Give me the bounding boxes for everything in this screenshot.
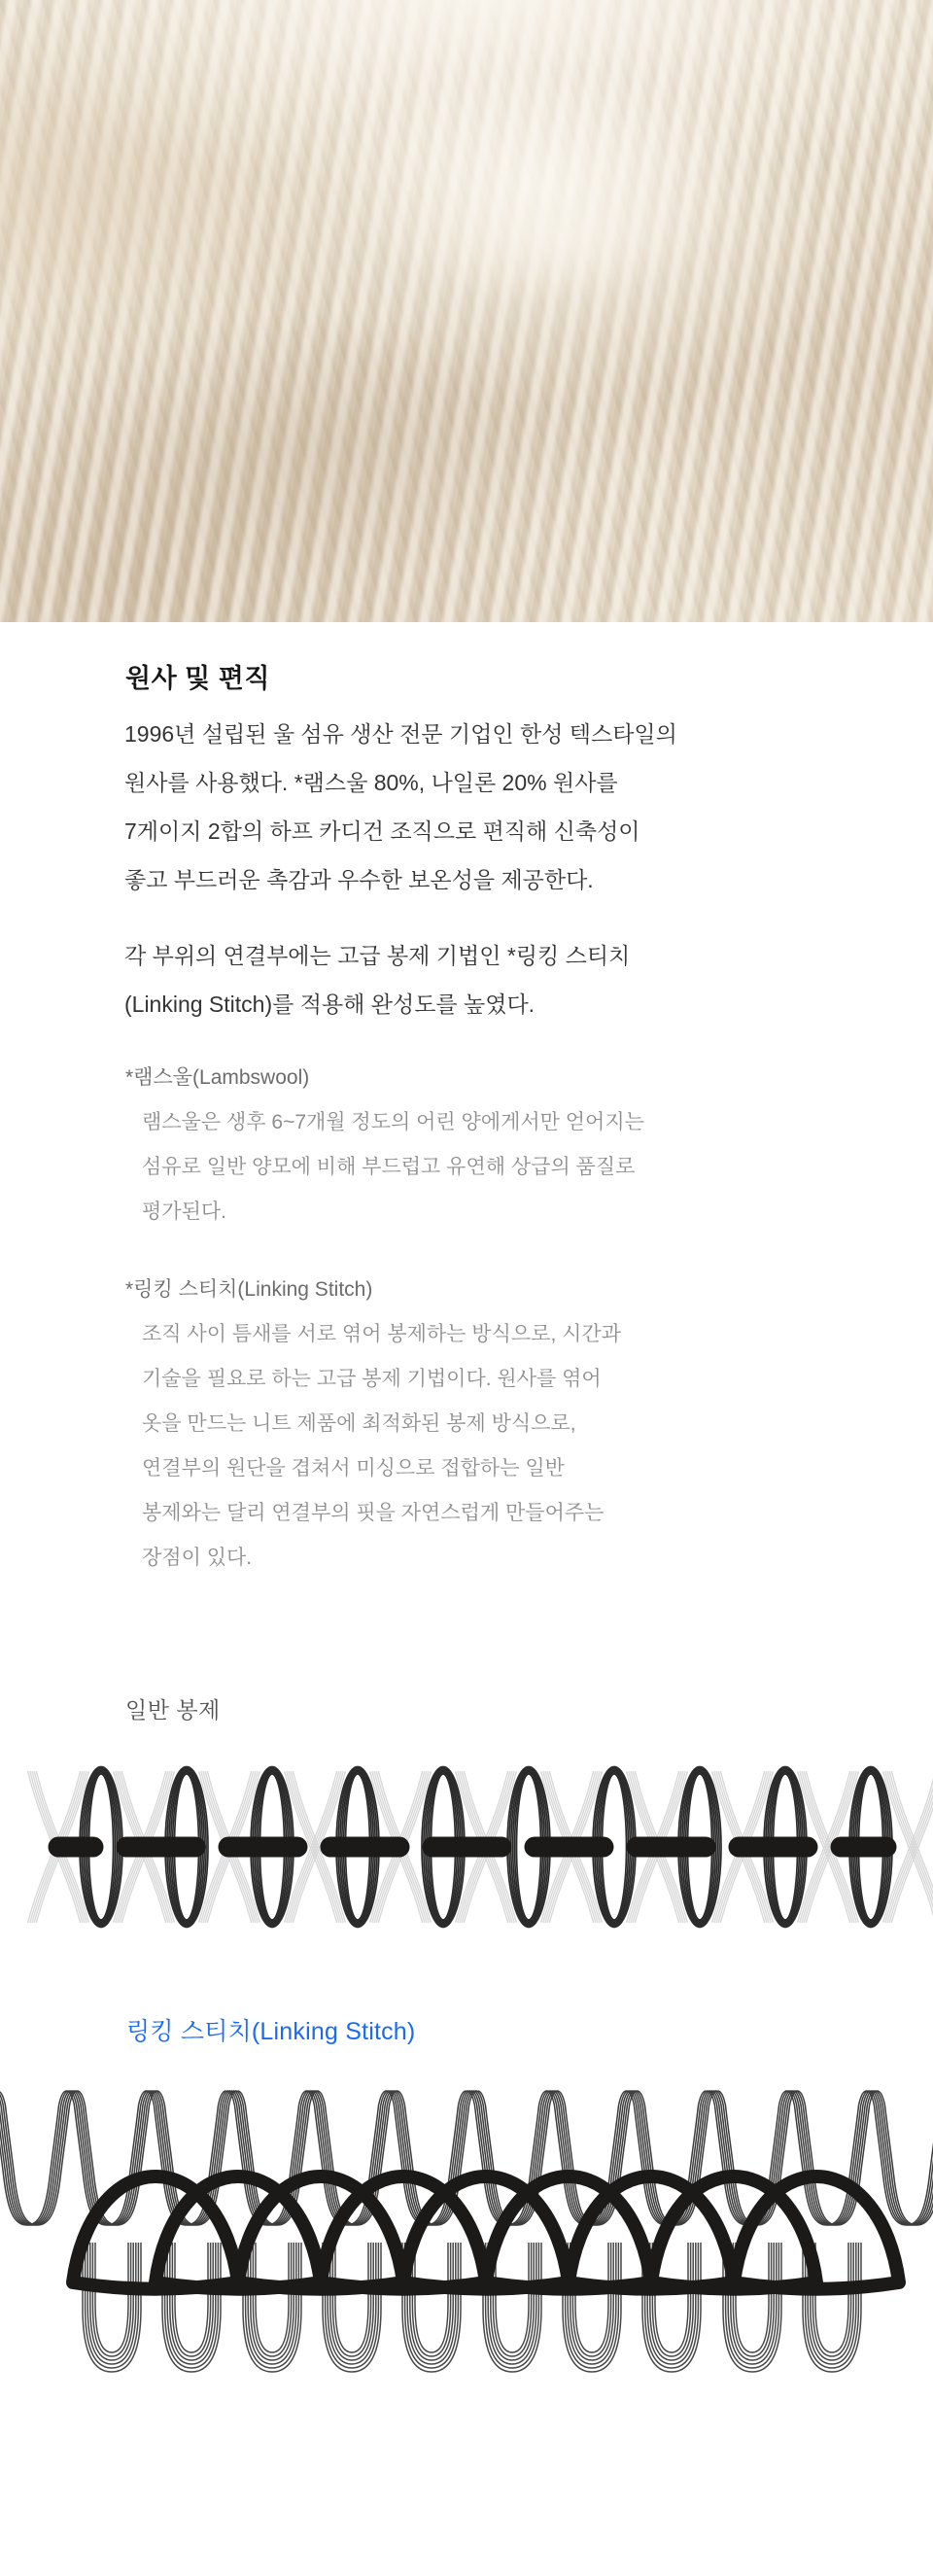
note-body-lambswool [142,1100,644,1235]
text-line: 조직 사이 틈새를 서로 엮어 봉제하는 방식으로, 시간과 [142,1323,621,1345]
text-line: 좋고 부드러운 촉감과 우수한 보온성을 제공한다. [124,867,594,892]
text-line: 봉제와는 달리 연결부의 핏을 자연스럽게 만들어주는 [142,1502,605,1524]
note-heading-linking-stitch: *링킹 스티치(Linking Stitch) [125,1278,373,1301]
hero-fabric-photo [0,0,933,622]
linking-stitch-diagram [0,2082,933,2413]
normal-sewing-diagram [0,1761,933,1941]
text-line: 1996년 설립된 울 섬유 생산 전문 기업인 한성 텍스타일의 [124,721,677,747]
linking-stitch-label: 링킹 스티치(Linking Stitch) [126,2018,416,2045]
text-line: 각 부위의 연결부에는 고급 봉제 기법인 *링킹 스티치 [124,943,631,968]
text-line: 연결부의 원단을 겹쳐서 미싱으로 접합하는 일반 [142,1457,565,1479]
text-line: 평가된다. [142,1201,226,1223]
normal-sewing-label: 일반 봉제 [125,1697,221,1723]
text-line: 원사를 사용했다. *램스울 80%, 나일론 20% 원사를 [124,770,618,795]
text-line: 옷을 만드는 니트 제품에 최적화된 봉제 방식으로, [142,1412,576,1435]
text-line: (Linking Stitch)를 적용해 완성도를 높였다. [124,992,536,1017]
text-line: 장점이 있다. [142,1547,253,1569]
note-body-linking-stitch [142,1312,621,1581]
text-line: 7게이지 2합의 하프 카디건 조직으로 편직해 신축성이 [124,818,640,844]
text-line: 기술을 필요로 하는 고급 봉제 기법이다. 원사를 엮어 [142,1368,602,1390]
page-title: 원사 및 편직 [125,664,270,693]
linking-intro-paragraph [124,931,630,1028]
note-heading-lambswool: *램스울(Lambswool) [125,1066,310,1089]
text-line: 램스울은 생후 6~7개월 정도의 어린 양에게서만 얻어지는 [142,1111,644,1133]
intro-paragraph [124,710,677,904]
text-line: 섬유로 일반 양모에 비해 부드럽고 유연해 상급의 품질로 [142,1156,636,1178]
